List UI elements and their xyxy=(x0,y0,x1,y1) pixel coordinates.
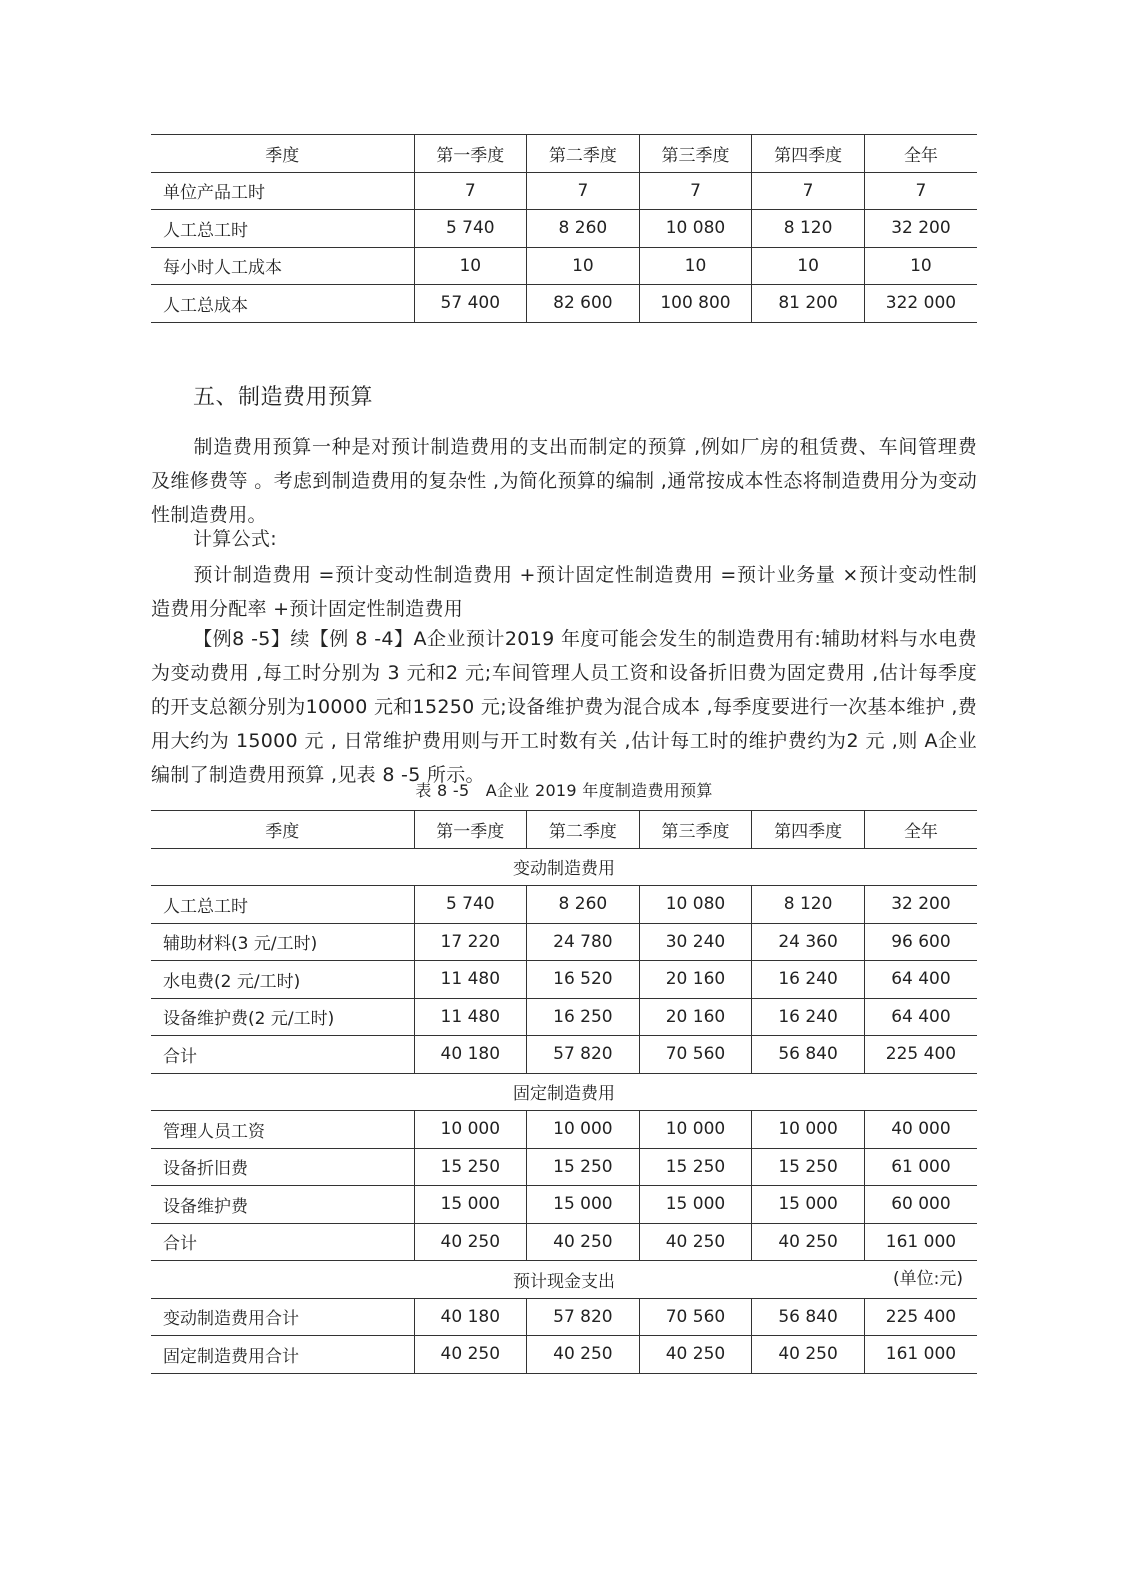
value-cell: 10 080 xyxy=(639,886,752,924)
value-cell: 24 780 xyxy=(527,923,640,961)
value-cell: 225 400 xyxy=(864,1036,977,1074)
value-cell: 20 160 xyxy=(639,961,752,999)
table-row xyxy=(151,923,977,961)
table-row xyxy=(151,1223,977,1261)
paragraph-formula-label xyxy=(151,522,977,556)
value-cell: 10 xyxy=(527,247,640,285)
value-cell: 16 520 xyxy=(527,961,640,999)
value-cell: 40 250 xyxy=(527,1336,640,1374)
overhead-budget-table xyxy=(151,810,977,1374)
value-cell: 15 000 xyxy=(527,1186,640,1224)
value-cell: 60 000 xyxy=(864,1186,977,1224)
value-cell: 10 000 xyxy=(639,1111,752,1149)
value-cell: 15 250 xyxy=(752,1148,865,1186)
value-cell: 70 560 xyxy=(639,1298,752,1336)
value-cell: 11 480 xyxy=(414,998,527,1036)
header-cell: 第四季度 xyxy=(752,135,865,173)
table-row xyxy=(151,1336,977,1374)
section-row xyxy=(151,1073,977,1111)
value-cell: 7 xyxy=(864,172,977,210)
value-cell: 8 120 xyxy=(752,886,865,924)
value-cell: 15 250 xyxy=(414,1148,527,1186)
row-label: 每小时人工成本 xyxy=(151,247,414,285)
table-row xyxy=(151,247,977,285)
value-cell: 57 820 xyxy=(527,1036,640,1074)
value-cell: 10 xyxy=(414,247,527,285)
header-cell: 第四季度 xyxy=(752,811,865,849)
row-label: 变动制造费用合计 xyxy=(151,1298,414,1336)
row-label: 人工总成本 xyxy=(151,285,414,323)
value-cell: 225 400 xyxy=(864,1298,977,1336)
header-cell: 第一季度 xyxy=(414,811,527,849)
row-label: 设备折旧费 xyxy=(151,1148,414,1186)
value-cell: 96 600 xyxy=(864,923,977,961)
value-cell: 15 000 xyxy=(752,1186,865,1224)
value-cell: 61 000 xyxy=(864,1148,977,1186)
table-row xyxy=(151,210,977,248)
section-title-cell xyxy=(151,1261,977,1299)
table-row xyxy=(151,285,977,323)
row-label: 设备维护费 xyxy=(151,1186,414,1224)
value-cell: 70 560 xyxy=(639,1036,752,1074)
table-row xyxy=(151,172,977,210)
section-row xyxy=(151,1261,977,1299)
section-title: 变动制造费用 xyxy=(513,859,615,880)
value-cell: 16 240 xyxy=(752,961,865,999)
row-label: 水电费(2 元/工时) xyxy=(151,961,414,999)
value-cell: 81 200 xyxy=(752,285,865,323)
value-cell: 322 000 xyxy=(864,285,977,323)
value-cell: 40 250 xyxy=(414,1223,527,1261)
header-cell: 第三季度 xyxy=(639,135,752,173)
paragraph-text: 计算公式: xyxy=(193,528,277,550)
value-cell: 10 xyxy=(864,247,977,285)
table-row xyxy=(151,1298,977,1336)
value-cell: 20 160 xyxy=(639,998,752,1036)
section-row xyxy=(151,848,977,886)
table-row xyxy=(151,998,977,1036)
paragraph-intro xyxy=(151,430,977,532)
header-cell: 第三季度 xyxy=(639,811,752,849)
row-label: 管理人员工资 xyxy=(151,1111,414,1149)
row-label: 人工总工时 xyxy=(151,210,414,248)
header-cell: 全年 xyxy=(864,135,977,173)
paragraph-formula xyxy=(151,558,977,626)
value-cell: 100 800 xyxy=(639,285,752,323)
value-cell: 40 180 xyxy=(414,1036,527,1074)
value-cell: 40 250 xyxy=(752,1223,865,1261)
paragraph-text: 【例8 -5】续【例 8 -4】A企业预计2019 年度可能会发生的制造费用有:辅助材料与水电费为变动费用 ,每工时分别为 3 元和2 元;车间管理人员工资和设备折旧费为固定费用 ,估计每季度的开支总额分别为10000 元和15250 元;设备维护费为混合成本 ,每季度要进行一次基本维护 ,费用大约为 15000 元 , 日常维护费用则与开工时数有关 ,估计每工时的维护费约为2 元 ,则 A企业编制了制造费用预算 ,见表 8 -5 所示。 xyxy=(151,628,977,786)
value-cell: 15 250 xyxy=(639,1148,752,1186)
row-label: 合计 xyxy=(151,1223,414,1261)
header-cell: 季度 xyxy=(151,811,414,849)
value-cell: 161 000 xyxy=(864,1336,977,1374)
paragraph-text: 预计制造费用 =预计变动性制造费用 +预计固定性制造费用 =预计业务量 ×预计变动性制造费用分配率 +预计固定性制造费用 xyxy=(151,564,977,620)
header-cell: 全年 xyxy=(864,811,977,849)
value-cell: 10 000 xyxy=(414,1111,527,1149)
row-label: 固定制造费用合计 xyxy=(151,1336,414,1374)
table-caption: 表 8 -5 A企业 2019 年度制造费用预算 xyxy=(415,781,713,800)
value-cell: 10 000 xyxy=(752,1111,865,1149)
row-label: 人工总工时 xyxy=(151,886,414,924)
header-cell: 季度 xyxy=(151,135,414,173)
labor-budget-table xyxy=(151,134,977,323)
value-cell: 15 250 xyxy=(527,1148,640,1186)
value-cell: 64 400 xyxy=(864,961,977,999)
value-cell: 57 400 xyxy=(414,285,527,323)
value-cell: 40 180 xyxy=(414,1298,527,1336)
section-heading: 五、制造费用预算 xyxy=(193,385,374,410)
value-cell: 40 250 xyxy=(527,1223,640,1261)
section-title: 固定制造费用 xyxy=(513,1084,615,1105)
value-cell: 7 xyxy=(527,172,640,210)
table-row xyxy=(151,1186,977,1224)
value-cell: 57 820 xyxy=(527,1298,640,1336)
value-cell: 5 740 xyxy=(414,210,527,248)
value-cell: 82 600 xyxy=(527,285,640,323)
value-cell: 64 400 xyxy=(864,998,977,1036)
value-cell: 40 250 xyxy=(752,1336,865,1374)
table-row xyxy=(151,1148,977,1186)
value-cell: 8 120 xyxy=(752,210,865,248)
section-title-cell xyxy=(151,1073,977,1111)
table-row xyxy=(151,961,977,999)
value-cell: 16 250 xyxy=(527,998,640,1036)
value-cell: 32 200 xyxy=(864,886,977,924)
value-cell: 11 480 xyxy=(414,961,527,999)
table-header-row xyxy=(151,135,977,173)
section-title-cell xyxy=(151,848,977,886)
value-cell: 32 200 xyxy=(864,210,977,248)
value-cell: 7 xyxy=(414,172,527,210)
value-cell: 40 000 xyxy=(864,1111,977,1149)
section-title: 预计现金支出 xyxy=(513,1271,615,1292)
value-cell: 17 220 xyxy=(414,923,527,961)
table-row xyxy=(151,1036,977,1074)
row-label: 合计 xyxy=(151,1036,414,1074)
unit-note: (单位:元) xyxy=(893,1269,963,1289)
value-cell: 10 xyxy=(752,247,865,285)
value-cell: 40 250 xyxy=(639,1336,752,1374)
value-cell: 30 240 xyxy=(639,923,752,961)
value-cell: 15 000 xyxy=(639,1186,752,1224)
row-label: 辅助材料(3 元/工时) xyxy=(151,923,414,961)
value-cell: 7 xyxy=(639,172,752,210)
value-cell: 40 250 xyxy=(639,1223,752,1261)
value-cell: 10 080 xyxy=(639,210,752,248)
header-cell: 第二季度 xyxy=(527,135,640,173)
paragraph-example xyxy=(151,622,977,792)
value-cell: 15 000 xyxy=(414,1186,527,1224)
row-label: 设备维护费(2 元/工时) xyxy=(151,998,414,1036)
value-cell: 56 840 xyxy=(752,1298,865,1336)
paragraph-text: 制造费用预算一种是对预计制造费用的支出而制定的预算 ,例如厂房的租赁费、车间管理费及维修费等 。考虑到制造费用的复杂性 ,为简化预算的编制 ,通常按成本性态将制造费用分为变动性制造费用。 xyxy=(151,436,977,526)
table-row xyxy=(151,886,977,924)
header-cell: 第二季度 xyxy=(527,811,640,849)
value-cell: 7 xyxy=(752,172,865,210)
value-cell: 10 000 xyxy=(527,1111,640,1149)
row-label: 单位产品工时 xyxy=(151,172,414,210)
table-header-row xyxy=(151,811,977,849)
value-cell: 8 260 xyxy=(527,886,640,924)
value-cell: 10 xyxy=(639,247,752,285)
value-cell: 56 840 xyxy=(752,1036,865,1074)
table-row xyxy=(151,1111,977,1149)
value-cell: 161 000 xyxy=(864,1223,977,1261)
value-cell: 16 240 xyxy=(752,998,865,1036)
header-cell: 第一季度 xyxy=(414,135,527,173)
value-cell: 8 260 xyxy=(527,210,640,248)
value-cell: 40 250 xyxy=(414,1336,527,1374)
value-cell: 5 740 xyxy=(414,886,527,924)
value-cell: 24 360 xyxy=(752,923,865,961)
